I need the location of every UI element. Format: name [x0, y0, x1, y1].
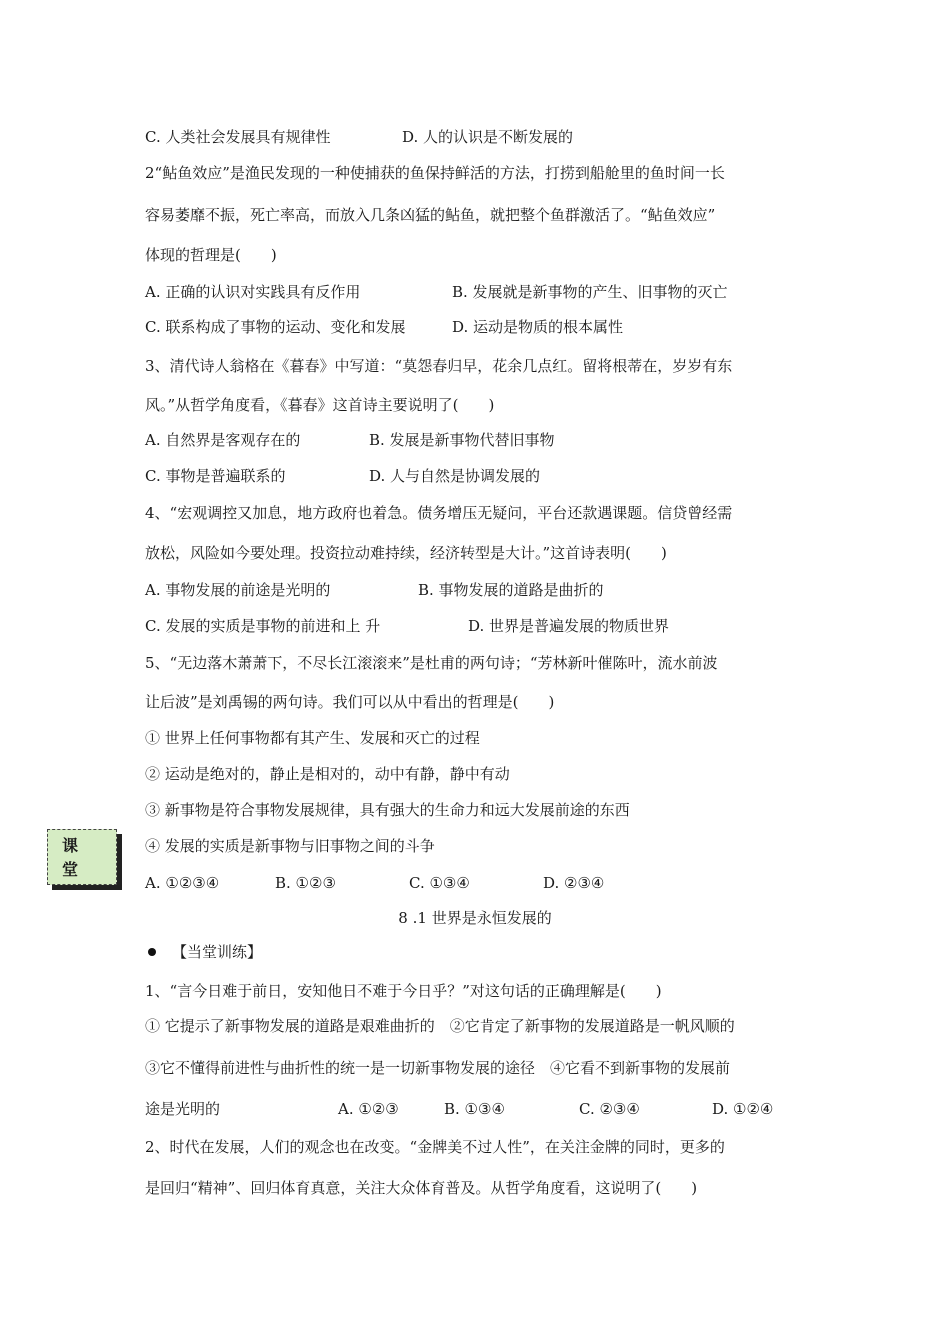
- q1-option-d: D. 人的认识是不断发展的: [402, 128, 574, 146]
- q4-option-a: A. 事物发展的前途是光明的: [145, 581, 331, 599]
- q4-options-row: [145, 580, 604, 600]
- side-tag-line: 课: [62, 836, 79, 855]
- q3-options-row: [145, 430, 555, 450]
- t1-option-d: D. ①②④: [712, 1100, 774, 1118]
- q5-option-b: B. ①②③: [275, 874, 336, 892]
- q5-statement: ④ 发展的实质是新事物与旧事物之间的斗争: [145, 837, 435, 855]
- training-heading: 【当堂训练】: [172, 943, 263, 961]
- q5-statement: ② 运动是绝对的，静止是相对的，动中有静，静中有动: [145, 765, 510, 783]
- q3-option-c: C. 事物是普遍联系的: [145, 467, 286, 485]
- q3-option-a: A. 自然界是客观存在的: [145, 431, 301, 449]
- q1-option-c: C. 人类社会发展具有规律性: [145, 128, 331, 146]
- q5-stem-line: 5、“无边落木萧萧下，不尽长江滚滚来”是杜甫的两句诗；“芳林新叶催陈叶，流水前波: [145, 654, 718, 672]
- section-title: 8 .1 世界是永恒发展的: [398, 909, 552, 927]
- q5-option-d: D. ②③④: [543, 874, 605, 892]
- q1-options-row: [145, 127, 573, 147]
- q5-statement: ③ 新事物是符合事物发展规律，具有强大的生命力和远大发展前途的东西: [145, 801, 630, 819]
- q2-stem-line: 体现的哲理是( ): [145, 246, 277, 264]
- q2-option-b: B. 发展就是新事物的产生、旧事物的灭亡: [452, 283, 728, 301]
- q5-option-c: C. ①③④: [409, 874, 470, 892]
- t2-stem-line: 2、时代在发展，人们的观念也在改变。“金牌美不过人性”，在关注金牌的同时，更多的: [145, 1138, 725, 1156]
- bullet-icon: [148, 948, 156, 956]
- t1-options-row: [145, 1099, 773, 1119]
- q2-option-a: A. 正确的认识对实践具有反作用: [145, 283, 361, 301]
- t1-stem-line: ③它不懂得前进性与曲折性的统一是一切新事物发展的途径 ④它看不到新事物的发展前: [145, 1059, 731, 1077]
- side-tag-line: 堂: [62, 860, 79, 879]
- q3-stem-line: 风。”从哲学角度看，《暮春》这首诗主要说明了( ): [145, 396, 495, 414]
- q3-option-b: B. 发展是新事物代替旧事物: [369, 431, 555, 449]
- t1-option-a: A. ①②③: [338, 1100, 399, 1118]
- section-side-tag: [47, 829, 117, 885]
- q5-option-a: A. ①②③④: [145, 874, 220, 892]
- q2-option-c: C. 联系构成了事物的运动、变化和发展: [145, 318, 406, 336]
- t1-stem-line: ① 它提示了新事物发展的道路是艰难曲折的 ②它肯定了新事物的发展道路是一帆风顺的: [145, 1017, 735, 1035]
- q3-stem-line: 3、清代诗人翁格在《暮春》中写道：“莫怨春归早，花余几点红。留将根蒂在，岁岁有东: [145, 357, 733, 375]
- q4-stem-line: 放松，风险如今要处理。投资拉动难持续，经济转型是大计。”这首诗表明( ): [145, 544, 667, 562]
- q3-options-row: [145, 466, 540, 486]
- q2-option-d: D. 运动是物质的根本属性: [452, 318, 624, 336]
- t1-last-line: 途是光明的: [145, 1100, 221, 1118]
- q5-statement: ① 世界上任何事物都有其产生、发展和灭亡的过程: [145, 729, 480, 747]
- q3-option-d: D. 人与自然是协调发展的: [369, 467, 541, 485]
- q4-stem-line: 4、“宏观调控又加息，地方政府也着急。债务增压无疑问，平台还款遇课题。信贷曾经需: [145, 504, 733, 522]
- q2-stem-line: 2“鲇鱼效应”是渔民发现的一种使捕获的鱼保持鲜活的方法，打捞到船舱里的鱼时间一长: [145, 164, 725, 182]
- q2-options-row: [145, 317, 623, 337]
- q4-option-b: B. 事物发展的道路是曲折的: [418, 581, 604, 599]
- q5-options-row: [145, 873, 604, 893]
- t1-stem-line: 1、“言今日难于前日，安知他日不难于今日乎？”对这句话的正确理解是( ): [145, 982, 662, 1000]
- t1-option-b: B. ①③④: [444, 1100, 505, 1118]
- t2-stem-line: 是回归“精神”、回归体育真意，关注大众体育普及。从哲学角度看，这说明了( ): [145, 1179, 698, 1197]
- t1-option-c: C. ②③④: [579, 1100, 640, 1118]
- q4-options-row: [145, 616, 669, 636]
- q2-stem-line: 容易萎靡不振，死亡率高，而放入几条凶猛的鲇鱼，就把整个鱼群激活了。“鲇鱼效应”: [145, 206, 716, 224]
- q4-option-c: C. 发展的实质是事物的前进和上 升: [145, 617, 381, 635]
- q4-option-d: D. 世界是普遍发展的物质世界: [468, 617, 670, 635]
- q5-stem-line: 让后波”是刘禹锡的两句诗。我们可以从中看出的哲理是( ): [145, 693, 555, 711]
- q2-options-row: [145, 282, 728, 302]
